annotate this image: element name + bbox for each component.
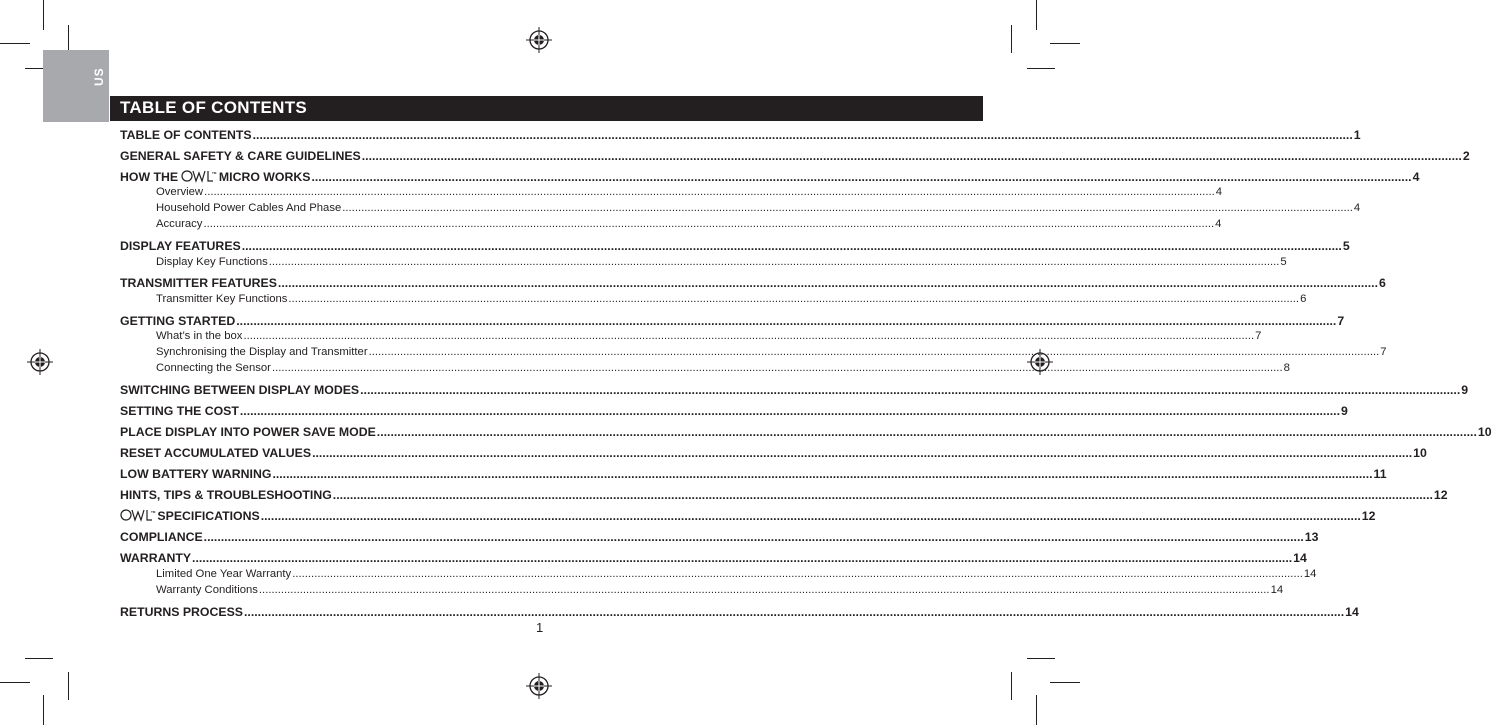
toc-entry[interactable] xyxy=(156,568,1317,580)
toc-entry-label-suffix: MICRO WORKS xyxy=(218,170,311,184)
toc-entry-label: LOW BATTERY WARNING xyxy=(120,467,272,481)
toc-entry[interactable] xyxy=(156,293,1307,305)
toc-dot-leader xyxy=(242,239,1342,253)
crop-mark xyxy=(68,25,69,53)
toc-entry-page: 7 xyxy=(1255,330,1262,342)
toc-entry-label: SETTING THE COST xyxy=(120,404,239,418)
toc-dot-leader xyxy=(203,218,1214,230)
registration-mark-icon xyxy=(27,349,53,375)
toc-entry[interactable] xyxy=(156,186,1223,198)
owl-logo-icon xyxy=(181,170,215,182)
toc-entry-page: 4 xyxy=(1215,186,1223,198)
toc-entry[interactable] xyxy=(120,488,1448,502)
toc-dot-leader xyxy=(261,509,1361,523)
registration-mark-icon xyxy=(526,673,552,699)
toc-entry-page: 10 xyxy=(1413,446,1427,460)
toc-entry-label: Warranty Conditions xyxy=(156,584,258,596)
toc-entry-label: TRANSMITTER FEATURES xyxy=(120,276,277,290)
toc-entry[interactable] xyxy=(156,584,1284,596)
toc-dot-leader xyxy=(333,488,1433,502)
toc-dot-leader xyxy=(204,186,1215,198)
crop-mark xyxy=(1027,658,1055,659)
crop-mark xyxy=(1027,68,1055,69)
crop-mark xyxy=(1050,682,1080,683)
svg-text:TM: TM xyxy=(212,171,217,175)
toc-dot-leader xyxy=(362,149,1462,163)
toc-entry-label: GENERAL SAFETY & CARE GUIDELINES xyxy=(120,149,361,163)
toc-dot-leader xyxy=(253,128,1353,142)
crop-mark xyxy=(1050,43,1080,44)
owl-logo-icon xyxy=(120,509,154,521)
toc-entry[interactable] xyxy=(120,446,1427,460)
language-tab xyxy=(43,50,109,122)
toc-entry-page: 9 xyxy=(1340,404,1348,418)
toc-entry-label: Transmitter Key Functions xyxy=(156,293,288,305)
toc-entry-label: PLACE DISPLAY INTO POWER SAVE MODE xyxy=(120,425,376,439)
toc-entry-page: 10 xyxy=(1477,425,1492,439)
toc-dot-leader xyxy=(259,584,1270,596)
toc-entry[interactable] xyxy=(120,276,1386,290)
toc-entry-label: Display Key Functions xyxy=(156,256,268,268)
toc-entry-page: 8 xyxy=(1283,362,1290,374)
toc-entry-page: 4 xyxy=(1353,202,1361,214)
crop-mark xyxy=(1011,25,1012,53)
toc-dot-leader xyxy=(244,605,1344,619)
toc-entry[interactable] xyxy=(120,467,1387,481)
toc-dot-leader xyxy=(236,314,1336,328)
toc-dot-leader xyxy=(342,202,1353,214)
toc-entry-page: 13 xyxy=(1304,530,1319,544)
page-number: 1 xyxy=(536,620,544,635)
toc-entry[interactable] xyxy=(120,530,1319,544)
toc-entry-page: 12 xyxy=(1361,509,1376,523)
toc-entry[interactable] xyxy=(120,404,1348,418)
toc-entry-page: 1 xyxy=(1353,128,1361,142)
toc-entry-label-suffix: SPECIFICATIONS xyxy=(157,509,260,523)
toc-entry-label: GETTING STARTED xyxy=(120,314,236,328)
toc-entry[interactable] xyxy=(120,509,1376,523)
toc-entry-label: RETURNS PROCESS xyxy=(120,605,243,619)
toc-dot-leader xyxy=(204,530,1304,544)
toc-entry-label: Accuracy xyxy=(156,218,203,230)
toc-entry[interactable] xyxy=(120,128,1361,142)
toc-dot-leader xyxy=(360,383,1460,397)
toc-entry-label: COMPLIANCE xyxy=(120,530,203,544)
toc-dot-leader xyxy=(377,425,1477,439)
crop-mark xyxy=(0,43,30,44)
toc-entry-page: 7 xyxy=(1380,346,1387,358)
toc-entry-page: 9 xyxy=(1461,383,1469,397)
crop-mark xyxy=(25,658,53,659)
toc-entry[interactable] xyxy=(120,383,1469,397)
toc-entry-label: WARRANTY xyxy=(120,551,192,565)
toc-entry-page: 5 xyxy=(1342,239,1350,253)
toc-dot-leader xyxy=(243,330,1254,342)
toc-entry-page: 14 xyxy=(1345,605,1359,619)
toc-entry[interactable] xyxy=(120,605,1359,619)
toc-entry-label: SWITCHING BETWEEN DISPLAY MODES xyxy=(120,383,360,397)
toc-entry[interactable] xyxy=(156,256,1287,268)
language-tab-label: US xyxy=(92,67,106,86)
toc-entry-label: Limited One Year Warranty xyxy=(156,568,292,580)
toc-dot-leader xyxy=(272,467,1372,481)
toc-entry-label-prefix: HOW THE xyxy=(120,170,179,184)
toc-entry-page: 12 xyxy=(1433,488,1448,502)
toc-entry-label xyxy=(120,170,310,184)
toc-dot-leader xyxy=(269,256,1280,268)
crop-mark xyxy=(43,695,44,725)
toc-entry-label: HINTS, TIPS & TROUBLESHOOTING xyxy=(120,488,332,502)
section-title-bar xyxy=(110,96,983,121)
toc-entry-label: DISPLAY FEATURES xyxy=(120,239,241,253)
toc-entry[interactable] xyxy=(156,330,1262,342)
toc-entry-page: 4 xyxy=(1215,218,1222,230)
toc-entry-page: 11 xyxy=(1373,467,1387,481)
crop-mark xyxy=(1036,0,1037,30)
crop-mark xyxy=(68,672,69,700)
toc-entry-label: TABLE OF CONTENTS xyxy=(120,128,252,142)
toc-entry-page: 6 xyxy=(1379,276,1386,290)
toc-dot-leader xyxy=(278,276,1378,290)
toc-entry-page: 5 xyxy=(1280,256,1287,268)
toc-dot-leader xyxy=(288,293,1299,305)
toc-dot-leader xyxy=(240,404,1340,418)
toc-entry[interactable] xyxy=(120,425,1492,439)
crop-mark xyxy=(1011,672,1012,700)
toc-dot-leader xyxy=(311,170,1411,184)
toc-entry[interactable] xyxy=(120,239,1350,253)
toc-entry-page: 4 xyxy=(1412,170,1420,184)
toc-dot-leader xyxy=(292,568,1303,580)
toc-entry-page: 6 xyxy=(1300,293,1307,305)
toc-entry-label: Household Power Cables And Phase xyxy=(156,202,342,214)
toc-entry[interactable] xyxy=(120,170,1420,184)
toc-entry-page: 2 xyxy=(1462,149,1470,163)
toc-entry[interactable] xyxy=(156,346,1387,358)
toc-entry[interactable] xyxy=(156,362,1290,374)
toc-entry-label: Connecting the Sensor xyxy=(156,362,271,374)
toc-entry-label: Synchronising the Display and Transmitter xyxy=(156,346,368,358)
toc-entry-label xyxy=(120,509,260,523)
page-title: TABLE OF CONTENTS xyxy=(120,98,308,117)
toc-entry[interactable] xyxy=(120,551,1307,565)
toc-entry[interactable] xyxy=(156,202,1361,214)
toc-entry-page: 14 xyxy=(1270,584,1284,596)
toc-entry[interactable] xyxy=(120,314,1345,328)
crop-mark xyxy=(1036,695,1037,725)
toc-dot-leader xyxy=(369,346,1380,358)
crop-mark xyxy=(43,0,44,30)
toc-entry-label: What’s in the box xyxy=(156,330,243,342)
toc-dot-leader xyxy=(192,551,1292,565)
svg-text:TM: TM xyxy=(151,510,156,514)
toc-entry-page: 7 xyxy=(1337,314,1345,328)
toc-entry[interactable] xyxy=(120,149,1470,163)
toc-entry-label: RESET ACCUMULATED VALUES xyxy=(120,446,312,460)
toc-entry-label: Overview xyxy=(156,186,204,198)
crop-mark xyxy=(0,682,30,683)
toc-dot-leader xyxy=(272,362,1283,374)
toc-entry-page: 14 xyxy=(1293,551,1307,565)
registration-mark-icon xyxy=(526,27,552,53)
toc-entry-page: 14 xyxy=(1303,568,1317,580)
toc-entry[interactable] xyxy=(156,218,1222,230)
toc-dot-leader xyxy=(312,446,1412,460)
